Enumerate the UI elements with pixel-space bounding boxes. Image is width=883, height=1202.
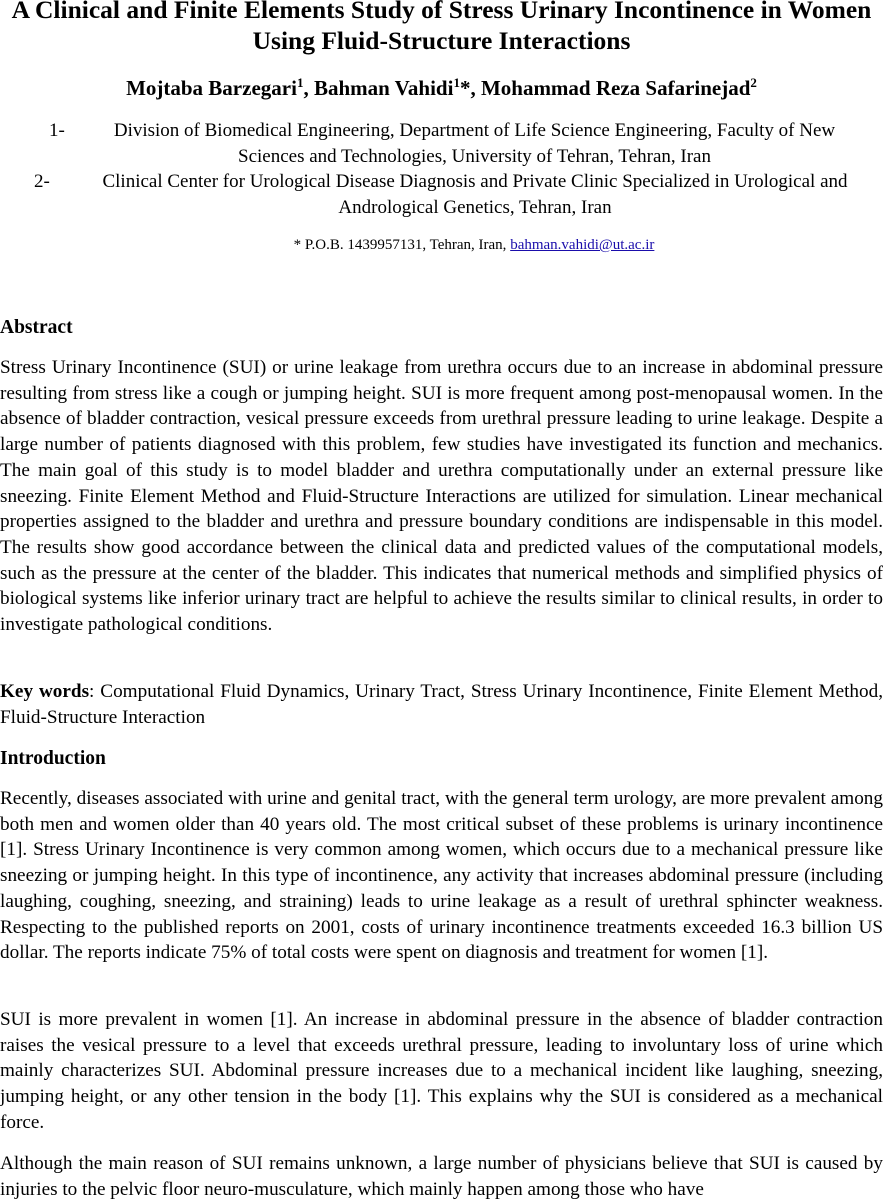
- author-list: [0, 74, 883, 102]
- paper-title: A Clinical and Finite Elements Study of Stress Urinary Incontinence in Women Using Fluid-Structure Interactions: [11, 0, 872, 55]
- author-affiliation-mark: 1: [453, 75, 460, 90]
- author-affiliation-mark: 2: [750, 75, 757, 90]
- keywords-paragraph: [0, 679, 883, 730]
- contact-address: * P.O.B. 1439957131, Tehran, Iran,: [293, 237, 511, 253]
- introduction-paragraph: Although the main reason of SUI remains unknown, a large number of physicians believe that SUI is caused by injuries to the pelvic floor neuro-musculature, which mainly happen among those who have: [0, 1153, 883, 1200]
- author-separator: ,: [303, 76, 314, 100]
- email-link[interactable]: bahman.vahidi@ut.ac.ir: [510, 237, 655, 253]
- affiliation-text: Clinical Center for Urological Disease Diagnosis and Private Clinic Specialized in Urological and Andrological Genetics, Tehran, Iran: [102, 171, 848, 218]
- author-name: Mojtaba Barzegari: [126, 76, 297, 100]
- abstract-heading: Abstract: [0, 317, 73, 338]
- contact-line: [0, 234, 883, 256]
- keywords-label: Key words: [0, 681, 90, 702]
- author-name: Mohammad Reza Safarinejad: [480, 76, 751, 100]
- introduction-paragraph: SUI is more prevalent in women [1]. An increase in abdominal pressure in the absence of bladder contraction raises the vesical pressure to a level that exceeds urethral pressure, leading to involuntary loss of urine which mainly characterizes SUI. Abdominal pressure increases due to a mechanical incident like laughing, sneezing, jumping height, or any other tension in the body [1]. This explains why the SUI is considered as a mechanical force.: [0, 1009, 883, 1133]
- author-affiliation-mark: 1: [296, 75, 304, 90]
- corresponding-author-mark: *: [459, 76, 471, 100]
- keywords-text: : Computational Fluid Dynamics, Urinary Tract, Stress Urinary Incontinence, Finite Element Method, Fluid-Structure Interaction: [0, 681, 883, 728]
- author-name: Bahman Vahidi: [313, 76, 454, 100]
- affiliation-text: Division of Biomedical Engineering, Department of Life Science Engineering, Faculty of New Sciences and Technologies, University of Tehran, Tehran, Iran: [113, 120, 836, 167]
- author-separator: ,: [470, 76, 481, 100]
- introduction-paragraph: Recently, diseases associated with urine and genital tract, with the general term urology, are more prevalent among both men and women older than 40 years old. The most critical subset of these problems is urinary incontinence [1]. Stress Urinary Incontinence is very common among women, which occurs due to a mechanical pressure like sneezing or jumping height. In this type of incontinence, any activity that increases abdominal pressure (including laughing, coughing, sneezing, and straining) leads to urine leakage as a result of urethral sphincter weakness. Respecting to the published reports on 2001, costs of urinary incontinence treatments exceeded 16.3 billion US dollar. The reports indicate 75% of total costs were spent on diagnosis and treatment for women [1].: [0, 788, 883, 964]
- affiliation-number: 2-: [34, 171, 50, 192]
- abstract-text: Stress Urinary Incontinence (SUI) or urine leakage from urethra occurs due to an increase in abdominal pressure resulting from stress like a cough or jumping height. SUI is more frequent among post-menopausal women. In the absence of bladder contraction, vesical pressure exceeds from urethral pressure leading to urine leakage. Despite a large number of patients diagnosed with this problem, few studies have investigated its function and mechanics. The main goal of this study is to model bladder and urethra computationally under an external pressure like sneezing. Finite Element Method and Fluid-Structure Interactions are utilized for simulation. Linear mechanical properties assigned to the bladder and urethra and pressure boundary conditions are indispensable in this model. The results show good accordance between the clinical data and predicted values of the computational models, such as the pressure at the center of the bladder. This indicates that numerical methods and simplified physics of biological systems like inferior urinary tract are helpful to achieve the results similar to clinical results, in order to investigate pathological conditions.: [0, 357, 883, 636]
- introduction-heading: Introduction: [0, 748, 106, 769]
- affiliation-number: 1-: [49, 120, 65, 141]
